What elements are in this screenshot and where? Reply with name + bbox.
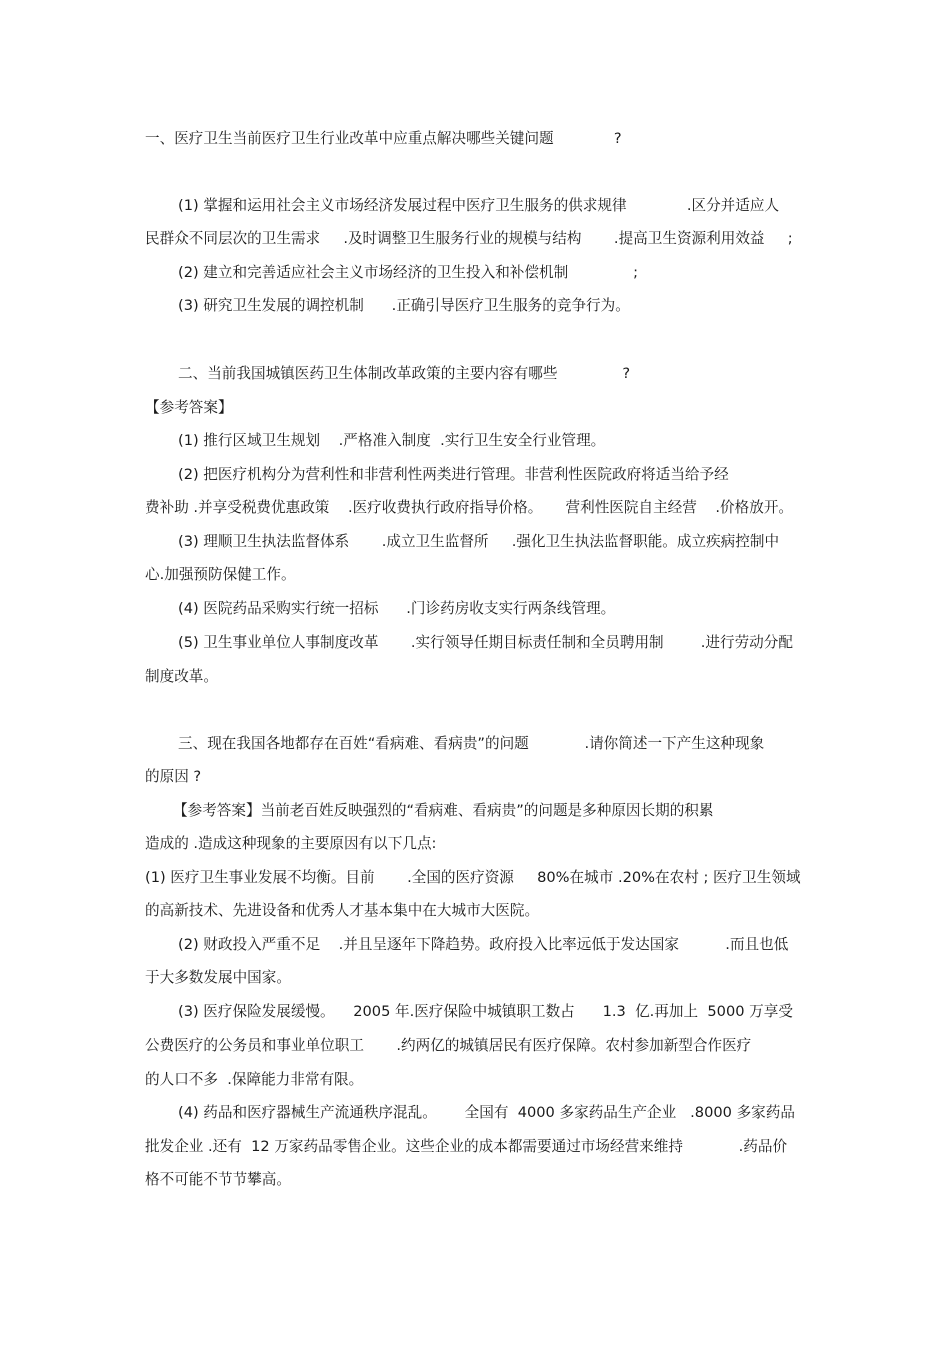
section-3-title-line-1: 三、现在我国各地都存在百姓“看病难、看病贵”的问题 .请你简述一下产生这种现象 <box>178 735 765 752</box>
section-3-line-6: 于大多数发展中国家。 <box>145 969 291 986</box>
section-3-line-7: (3) 医疗保险发展缓慢。 2005 年.医疗保险中城镇职工数占 1.3 亿.再加上 5000 万享受 <box>178 1003 793 1020</box>
section-3-line-5: (2) 财政投入严重不足 .并且呈逐年下降趋势。政府投入比率远低于发达国家 .而且也低 <box>178 936 789 953</box>
section-3-line-4: 的高新技术、先进设备和优秀人才基本集中在大城市大医院。 <box>145 902 540 919</box>
section-2-line-2: (2) 把医疗机构分为营利性和非营利性两类进行管理。非营利性医院政府将适当给予经 <box>178 466 729 483</box>
section-3-line-11: 批发企业 .还有 12 万家药品零售企业。这些企业的成本都需要通过市场经营来维持 .药品价 <box>145 1138 788 1155</box>
section-2-line-1: (1) 推行区域卫生规划 .严格准入制度 .实行卫生安全行业管理。 <box>178 432 606 449</box>
section-2-line-7: (5) 卫生事业单位人事制度改革 .实行领导任期目标责任制和全员聘用制 .进行劳动分配 <box>178 634 793 651</box>
section-2-title: 二、当前我国城镇医药卫生体制改革政策的主要内容有哪些 ? <box>178 365 631 382</box>
section-3-line-3: (1) 医疗卫生事业发展不均衡。目前 .全国的医疗资源 80%在城市 .20%在农村 ; 医疗卫生领域 <box>145 869 801 886</box>
section-3-line-10: (4) 药品和医疗器械生产流通秩序混乱。 全国有 4000 多家药品生产企业 .8000 多家药品 <box>178 1104 795 1121</box>
section-3-line-12: 格不可能不节节攀高。 <box>145 1171 291 1188</box>
section-2-answer-label: 【参考答案】 <box>145 399 233 416</box>
section-2-line-6: (4) 医院药品采购实行统一招标 .门诊药房收支实行两条线管理。 <box>178 600 616 617</box>
section-3-line-8: 公费医疗的公务员和事业单位职工 .约两亿的城镇居民有医疗保障。农村参加新型合作医疗 <box>145 1037 752 1054</box>
section-1-line-3: (2) 建立和完善适应社会主义市场经济的卫生投入和补偿机制 ; <box>178 264 639 281</box>
section-1-line-4: (3) 研究卫生发展的调控机制 .正确引导医疗卫生服务的竞争行为。 <box>178 297 630 314</box>
section-1-line-1: (1) 掌握和运用社会主义市场经济发展过程中医疗卫生服务的供求规律 .区分并适应人 <box>178 197 780 214</box>
section-3-title-line-2: 的原因 ? <box>145 768 202 785</box>
section-2-line-4: (3) 理顺卫生执法监督体系 .成立卫生监督所 .强化卫生执法监督职能。成立疾病控制中 <box>178 533 780 550</box>
section-2-line-8: 制度改革。 <box>145 668 218 685</box>
section-2-line-3: 费补助 .并享受税费优惠政策 .医疗收费执行政府指导价格。 营利性医院自主经营 .价格放开。 <box>145 499 794 516</box>
section-3-line-1: 【参考答案】当前老百姓反映强烈的“看病难、看病贵”的问题是多种原因长期的积累 <box>173 802 714 819</box>
section-3-line-9: 的人口不多 .保障能力非常有限。 <box>145 1071 364 1088</box>
section-3-line-2: 造成的 .造成这种现象的主要原因有以下几点: <box>145 835 437 852</box>
section-2-line-5: 心.加强预防保健工作。 <box>145 566 296 583</box>
section-1-title: 一、医疗卫生当前医疗卫生行业改革中应重点解决哪些关键问题 ? <box>145 130 622 147</box>
section-1-line-2: 民群众不同层次的卫生需求 .及时调整卫生服务行业的规模与结构 .提高卫生资源利用效益 ; <box>145 230 793 247</box>
